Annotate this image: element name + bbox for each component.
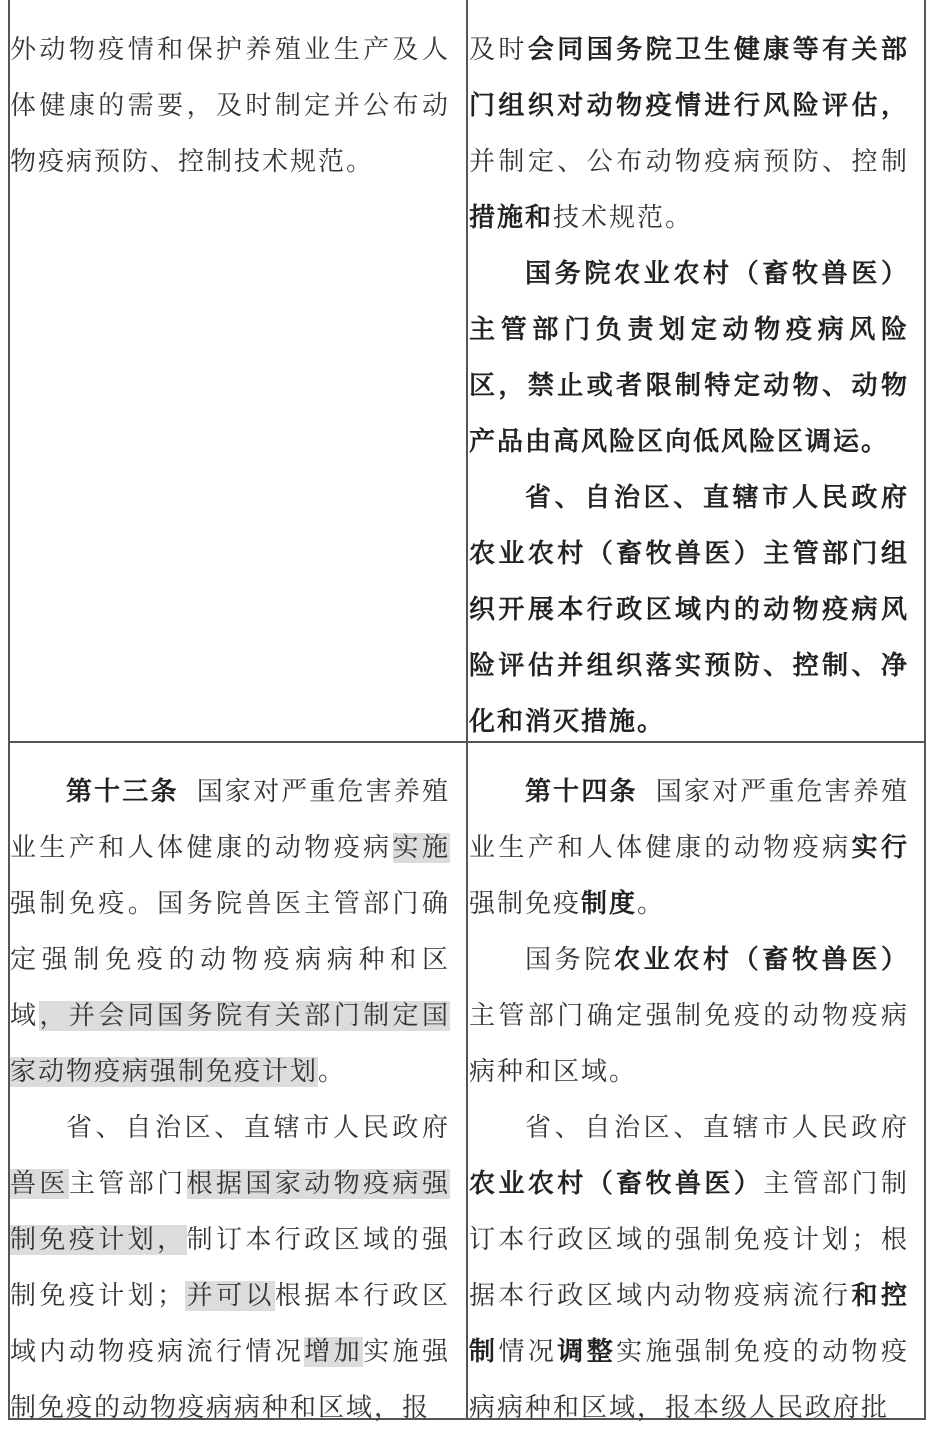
text-span: 实施强制免疫的动物疫病病种和区域，报本级人民政府批	[469, 1337, 909, 1423]
text-span: 国务院	[525, 945, 614, 975]
column-divider	[466, 0, 468, 1418]
amended-text: 农业农村（畜牧兽医）	[469, 1169, 764, 1199]
deleted-text: 增加	[304, 1337, 364, 1367]
amended-text: 农业农村（畜牧兽医）	[614, 945, 909, 975]
text-span: 强制免疫。国务院兽医主管部门确定强制免疫的动物疫病病种和区域	[10, 889, 450, 1031]
text-span: 技术规范。	[553, 203, 694, 233]
text-span: 国家对严重危害养殖业生产和人体健康的动物疫病	[469, 777, 909, 863]
deleted-text: 兽医	[10, 1169, 69, 1199]
text-span: 并制定、公布动物疫病预防、控制	[469, 147, 909, 177]
article-14-label: 第十四条	[525, 777, 638, 807]
text-span: 实施强制免疫的动物疫病病种和区域，报	[10, 1337, 450, 1423]
deleted-text: 并可以	[185, 1281, 275, 1311]
text-span: 主管部门	[68, 1169, 187, 1199]
amended-text: 和控制	[469, 1281, 909, 1367]
deleted-text: 根据国家动物疫病强制免疫计划，	[10, 1169, 450, 1255]
old-law-cell-article-13	[10, 764, 450, 1436]
text-span: 主管部门确定强制免疫的动物疫病病种和区域。	[469, 1001, 909, 1087]
old-law-cell-row1	[10, 22, 450, 190]
new-law-provincial-risk-paragraph: 省、自治区、直辖市人民政府农业农村（畜牧兽医）主管部门组织开展本行政区域内的动物疫病风险评估并组织落实预防、控制、净化和消灭措施。	[469, 483, 909, 737]
article-13-label: 第十三条	[66, 777, 179, 807]
article-14-paragraph-2	[469, 932, 909, 1100]
text-span: 根据本行政区域内动物疫病流行情况	[10, 1281, 450, 1367]
amended-text: 制度	[581, 889, 638, 919]
text-span: 省、自治区、直辖市人民政府	[66, 1113, 450, 1143]
new-law-cell-row1	[469, 22, 909, 750]
deleted-text: 实施	[392, 833, 450, 863]
text-span: 主管部门制订本行政区域的强制免疫计划；根据本行政区域内动物疫病流行	[469, 1169, 909, 1311]
article-13-paragraph-2	[10, 1100, 450, 1436]
article-13-paragraph-1	[10, 764, 450, 1100]
text-span: 。	[637, 889, 666, 919]
amended-text: 会同国务院卫生健康等有关部门组织对动物疫情进行风险评估，	[469, 35, 909, 121]
amended-text: 调整	[557, 1337, 617, 1367]
article-14-paragraph-1	[469, 764, 909, 932]
text-span: 。	[318, 1057, 347, 1087]
text-span: 省、自治区、直辖市人民政府	[525, 1113, 909, 1143]
old-law-continuation-paragraph: 外动物疫情和保护养殖业生产及人体健康的需要，及时制定并公布动物疫病预防、控制技术规范。	[10, 35, 450, 177]
amended-text: 实行	[851, 833, 909, 863]
deleted-text: ，并会同国务院有关部门制定国家动物疫病强制免疫计划	[10, 1001, 450, 1087]
text-span: 制订本行政区域的强制免疫计划；	[10, 1225, 450, 1311]
text-span: 及时	[469, 35, 528, 65]
amended-text: 措施和	[469, 203, 554, 233]
text-span: 国家对严重危害养殖业生产和人体健康的动物疫病	[10, 777, 450, 863]
article-14-paragraph-3	[469, 1100, 909, 1436]
new-law-continuation-paragraph	[469, 22, 909, 246]
text-span: 强制免疫	[469, 889, 582, 919]
new-law-cell-article-14	[469, 764, 909, 1436]
new-law-risk-zone-paragraph: 国务院农业农村（畜牧兽医）主管部门负责划定动物疫病风险区，禁止或者限制特定动物、动物产品由高风险区向低风险区调运。	[469, 259, 909, 457]
text-span: 情况	[498, 1337, 558, 1367]
